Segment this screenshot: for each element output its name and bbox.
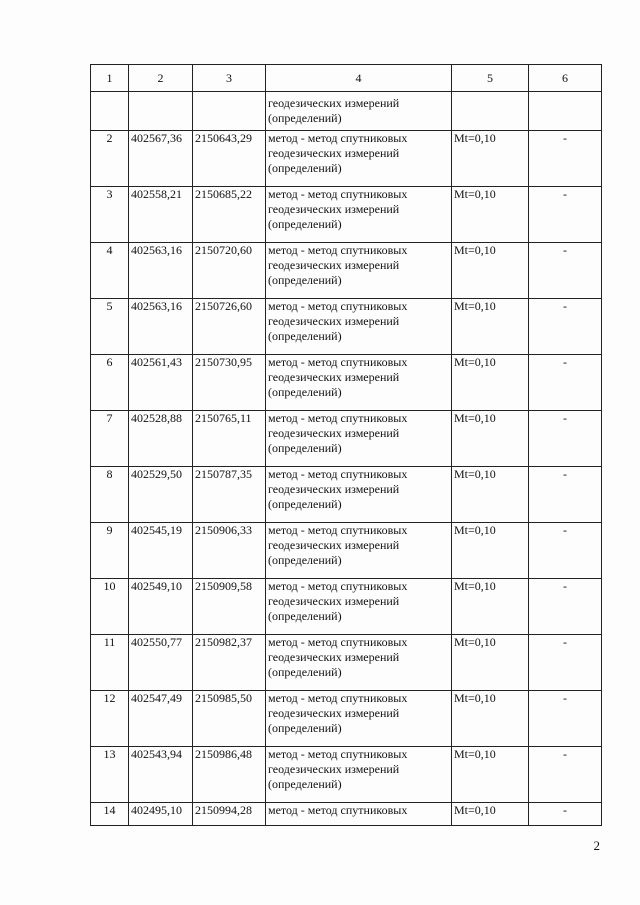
cell-note: - <box>529 635 602 691</box>
cell-note: - <box>529 467 602 523</box>
table-header-row <box>91 65 602 92</box>
column-header: 5 <box>452 65 529 92</box>
table-row <box>91 355 602 411</box>
cell-x: 402563,16 <box>129 243 193 299</box>
cell-x: 402543,94 <box>129 747 193 803</box>
cell-note: - <box>529 131 602 187</box>
cell-y: 2150982,37 <box>193 635 266 691</box>
cell-note: - <box>529 691 602 747</box>
cell-accuracy: Mt=0,10 <box>452 803 529 826</box>
table-row <box>91 803 602 826</box>
cell-x: 402529,50 <box>129 467 193 523</box>
cell-y <box>193 92 266 131</box>
column-header: 4 <box>266 65 452 92</box>
cell-accuracy: Mt=0,10 <box>452 691 529 747</box>
column-header: 1 <box>91 65 129 92</box>
table-row-continuation <box>91 92 602 131</box>
cell-note: - <box>529 803 602 826</box>
table-row <box>91 691 602 747</box>
cell-x: 402495,10 <box>129 803 193 826</box>
cell-accuracy: Mt=0,10 <box>452 243 529 299</box>
cell-note: - <box>529 523 602 579</box>
cell-y: 2150909,58 <box>193 579 266 635</box>
cell-note: - <box>529 355 602 411</box>
cell-y: 2150726,60 <box>193 299 266 355</box>
cell-accuracy: Mt=0,10 <box>452 467 529 523</box>
cell-method: метод - метод спутниковых геодезических измерений (определений) <box>266 579 452 635</box>
table-row <box>91 635 602 691</box>
cell-accuracy: Mt=0,10 <box>452 579 529 635</box>
cell-y: 2150643,29 <box>193 131 266 187</box>
cell-point-number <box>91 92 129 131</box>
cell-point-number: 3 <box>91 187 129 243</box>
cell-note: - <box>529 579 602 635</box>
cell-point-number: 12 <box>91 691 129 747</box>
cell-accuracy: Mt=0,10 <box>452 747 529 803</box>
table-row <box>91 411 602 467</box>
cell-method: геодезических измерений (определений) <box>266 92 452 131</box>
cell-point-number: 11 <box>91 635 129 691</box>
cell-point-number: 10 <box>91 579 129 635</box>
column-header: 6 <box>529 65 602 92</box>
column-header: 3 <box>193 65 266 92</box>
cell-x: 402549,10 <box>129 579 193 635</box>
cell-method: метод - метод спутниковых геодезических измерений (определений) <box>266 635 452 691</box>
cell-method: метод - метод спутниковых <box>266 803 452 826</box>
cell-accuracy: Mt=0,10 <box>452 131 529 187</box>
cell-y: 2150720,60 <box>193 243 266 299</box>
cell-point-number: 8 <box>91 467 129 523</box>
cell-y: 2150685,22 <box>193 187 266 243</box>
cell-method: метод - метод спутниковых геодезических измерений (определений) <box>266 187 452 243</box>
cell-y: 2150730,95 <box>193 355 266 411</box>
cell-y: 2150986,48 <box>193 747 266 803</box>
cell-accuracy <box>452 92 529 131</box>
cell-note: - <box>529 299 602 355</box>
cell-point-number: 4 <box>91 243 129 299</box>
cell-accuracy: Mt=0,10 <box>452 635 529 691</box>
cell-x: 402561,43 <box>129 355 193 411</box>
cell-note <box>529 92 602 131</box>
cell-x: 402528,88 <box>129 411 193 467</box>
cell-x: 402547,49 <box>129 691 193 747</box>
page-number: 2 <box>593 838 600 853</box>
cell-x: 402558,21 <box>129 187 193 243</box>
column-header: 2 <box>129 65 193 92</box>
coordinates-table <box>90 64 602 826</box>
cell-point-number: 14 <box>91 803 129 826</box>
cell-point-number: 9 <box>91 523 129 579</box>
table-row <box>91 243 602 299</box>
table-row <box>91 747 602 803</box>
table-row <box>91 187 602 243</box>
cell-note: - <box>529 411 602 467</box>
cell-method: метод - метод спутниковых геодезических измерений (определений) <box>266 523 452 579</box>
cell-x: 402550,77 <box>129 635 193 691</box>
table-row <box>91 131 602 187</box>
cell-point-number: 13 <box>91 747 129 803</box>
cell-accuracy: Mt=0,10 <box>452 187 529 243</box>
cell-accuracy: Mt=0,10 <box>452 355 529 411</box>
cell-point-number: 7 <box>91 411 129 467</box>
table-row <box>91 579 602 635</box>
cell-accuracy: Mt=0,10 <box>452 299 529 355</box>
cell-note: - <box>529 243 602 299</box>
cell-y: 2150994,28 <box>193 803 266 826</box>
cell-x: 402567,36 <box>129 131 193 187</box>
cell-note: - <box>529 187 602 243</box>
cell-method: метод - метод спутниковых геодезических измерений (определений) <box>266 299 452 355</box>
table-row <box>91 523 602 579</box>
cell-method: метод - метод спутниковых геодезических измерений (определений) <box>266 691 452 747</box>
cell-note: - <box>529 747 602 803</box>
cell-y: 2150906,33 <box>193 523 266 579</box>
cell-method: метод - метод спутниковых геодезических измерений (определений) <box>266 131 452 187</box>
cell-accuracy: Mt=0,10 <box>452 411 529 467</box>
cell-y: 2150985,50 <box>193 691 266 747</box>
cell-y: 2150765,11 <box>193 411 266 467</box>
cell-x: 402563,16 <box>129 299 193 355</box>
cell-x <box>129 92 193 131</box>
cell-x: 402545,19 <box>129 523 193 579</box>
table-body <box>91 92 602 826</box>
cell-method: метод - метод спутниковых геодезических измерений (определений) <box>266 411 452 467</box>
cell-point-number: 6 <box>91 355 129 411</box>
cell-method: метод - метод спутниковых геодезических измерений (определений) <box>266 355 452 411</box>
cell-y: 2150787,35 <box>193 467 266 523</box>
cell-method: метод - метод спутниковых геодезических измерений (определений) <box>266 467 452 523</box>
cell-point-number: 2 <box>91 131 129 187</box>
cell-method: метод - метод спутниковых геодезических измерений (определений) <box>266 747 452 803</box>
cell-method: метод - метод спутниковых геодезических измерений (определений) <box>266 243 452 299</box>
cell-accuracy: Mt=0,10 <box>452 523 529 579</box>
table-row <box>91 299 602 355</box>
table-row <box>91 467 602 523</box>
cell-point-number: 5 <box>91 299 129 355</box>
